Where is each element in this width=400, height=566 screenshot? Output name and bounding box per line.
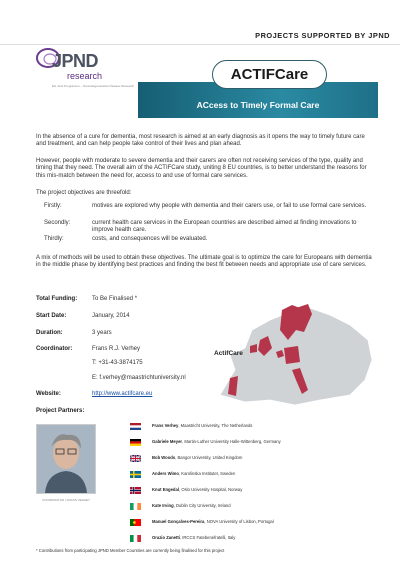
coordinator-label: Coordinator: xyxy=(36,346,73,352)
objective-label: Firstly: xyxy=(44,203,62,209)
coordinator-photo xyxy=(36,424,96,494)
partner-text: Bob Woods, Bangor University, United Kingdom xyxy=(152,455,243,460)
partner-text: Manuel Gonçalves-Pereira, NOVA University of Lisbon, Portugal xyxy=(152,519,274,524)
partner-text: Orazio Zanetti, IRCCS Fatebenefratelli, Italy xyxy=(152,535,236,540)
intro-paragraph-3: The project objectives are threefold: xyxy=(36,190,132,196)
ireland-flag-icon xyxy=(130,503,141,510)
duration-label: Duration: xyxy=(36,330,63,336)
duration-value: 3 years xyxy=(92,330,112,336)
netherlands-flag-icon xyxy=(130,423,141,430)
intro-paragraph-2: However, people with moderate to severe dementia and their carers are often not receiving services of the type, quality and timing that they need. The overall aim of the ACTIFCare study, uniting 8 EU countries, is to better understand the reasons for this mis-match between the need for, access to and use of formal care services. xyxy=(36,158,367,179)
partner-text: Frans Verhey, Maastricht University, The Netherlands xyxy=(152,423,253,428)
partner-text: Gabriele Meyer, Martin-Luther University Halle-Wittenberg, Germany xyxy=(152,439,281,444)
website-label: Website: xyxy=(36,391,61,397)
germany-flag-icon xyxy=(130,439,141,446)
coordinator-name: Frans R.J. Verhey xyxy=(92,346,141,352)
uk-flag-icon xyxy=(130,455,141,462)
objective-label: Thirdly: xyxy=(44,236,64,242)
coordinator-phone: T: +31-43-3874175 xyxy=(92,360,143,366)
norway-flag-icon xyxy=(130,487,141,494)
project-subtitle: ACcess to Timely Formal Care xyxy=(196,100,320,110)
partners-heading: Project Partners: xyxy=(36,408,85,414)
italy-flag-icon xyxy=(130,535,141,542)
start-date-value: January, 2014 xyxy=(92,313,130,319)
objective-label: Secondly: xyxy=(44,220,71,226)
intro-paragraph-1: In the absence of a cure for dementia, most research is aimed at an early diagnosis as it opens the way to timely future care and treatment, and can help people take control of their lives and plan ahead. xyxy=(36,134,365,148)
objective-text: costs, and consequences will be evaluated. xyxy=(92,236,208,242)
portugal-flag-icon xyxy=(130,519,141,526)
footnote: * Contributions from participating JPND Member Countries are currently being finalised for this project xyxy=(36,548,225,553)
funding-label: Total Funding: xyxy=(36,296,78,302)
logo-tagline: EU Joint Programme – Neurodegenerative Disease Research xyxy=(52,84,135,88)
logo-name: JPND xyxy=(52,51,99,71)
person-icon xyxy=(37,425,95,493)
closing-paragraph: A mix of methods will be used to obtain these objectives. The ultimate goal is to optimize the care for Europeans with dementia in the middle phase by identifying best practices and finding the best fit between needs and appropriate use of care services. xyxy=(36,255,372,269)
objective-text: motives are explored why people with dementia and their carers use, or fail to use formal care services. xyxy=(92,203,367,209)
funding-value: To Be Finalised * xyxy=(92,296,138,302)
sweden-flag-icon xyxy=(130,471,141,478)
map-label: ActifCare xyxy=(214,350,243,357)
partner-text: Kate Irving, Dublin City University, Ireland xyxy=(152,503,231,508)
start-date-label: Start Date: xyxy=(36,313,67,319)
coordinator-email[interactable]: E: f.verhey@maastrichtuniversity.nl xyxy=(92,375,186,381)
logo-subname: research xyxy=(67,71,103,81)
project-acronym: ACTIFCare xyxy=(212,60,327,89)
partner-text: Anders Wimo, Karolinska Institutet, Sweden xyxy=(152,471,236,476)
photo-caption: COORDINATOR | FRANS VERHEY xyxy=(41,498,90,502)
header-title: PROJECTS SUPPORTED BY JPND xyxy=(255,31,390,40)
objective-text: current health care services in the European countries are described aimed at finding innovations to improve health care. xyxy=(92,220,357,234)
website-link[interactable]: http://www.actifcare.eu xyxy=(92,391,153,397)
partner-text: Knut Engedal, Oslo University Hospital, Norway xyxy=(152,487,243,492)
